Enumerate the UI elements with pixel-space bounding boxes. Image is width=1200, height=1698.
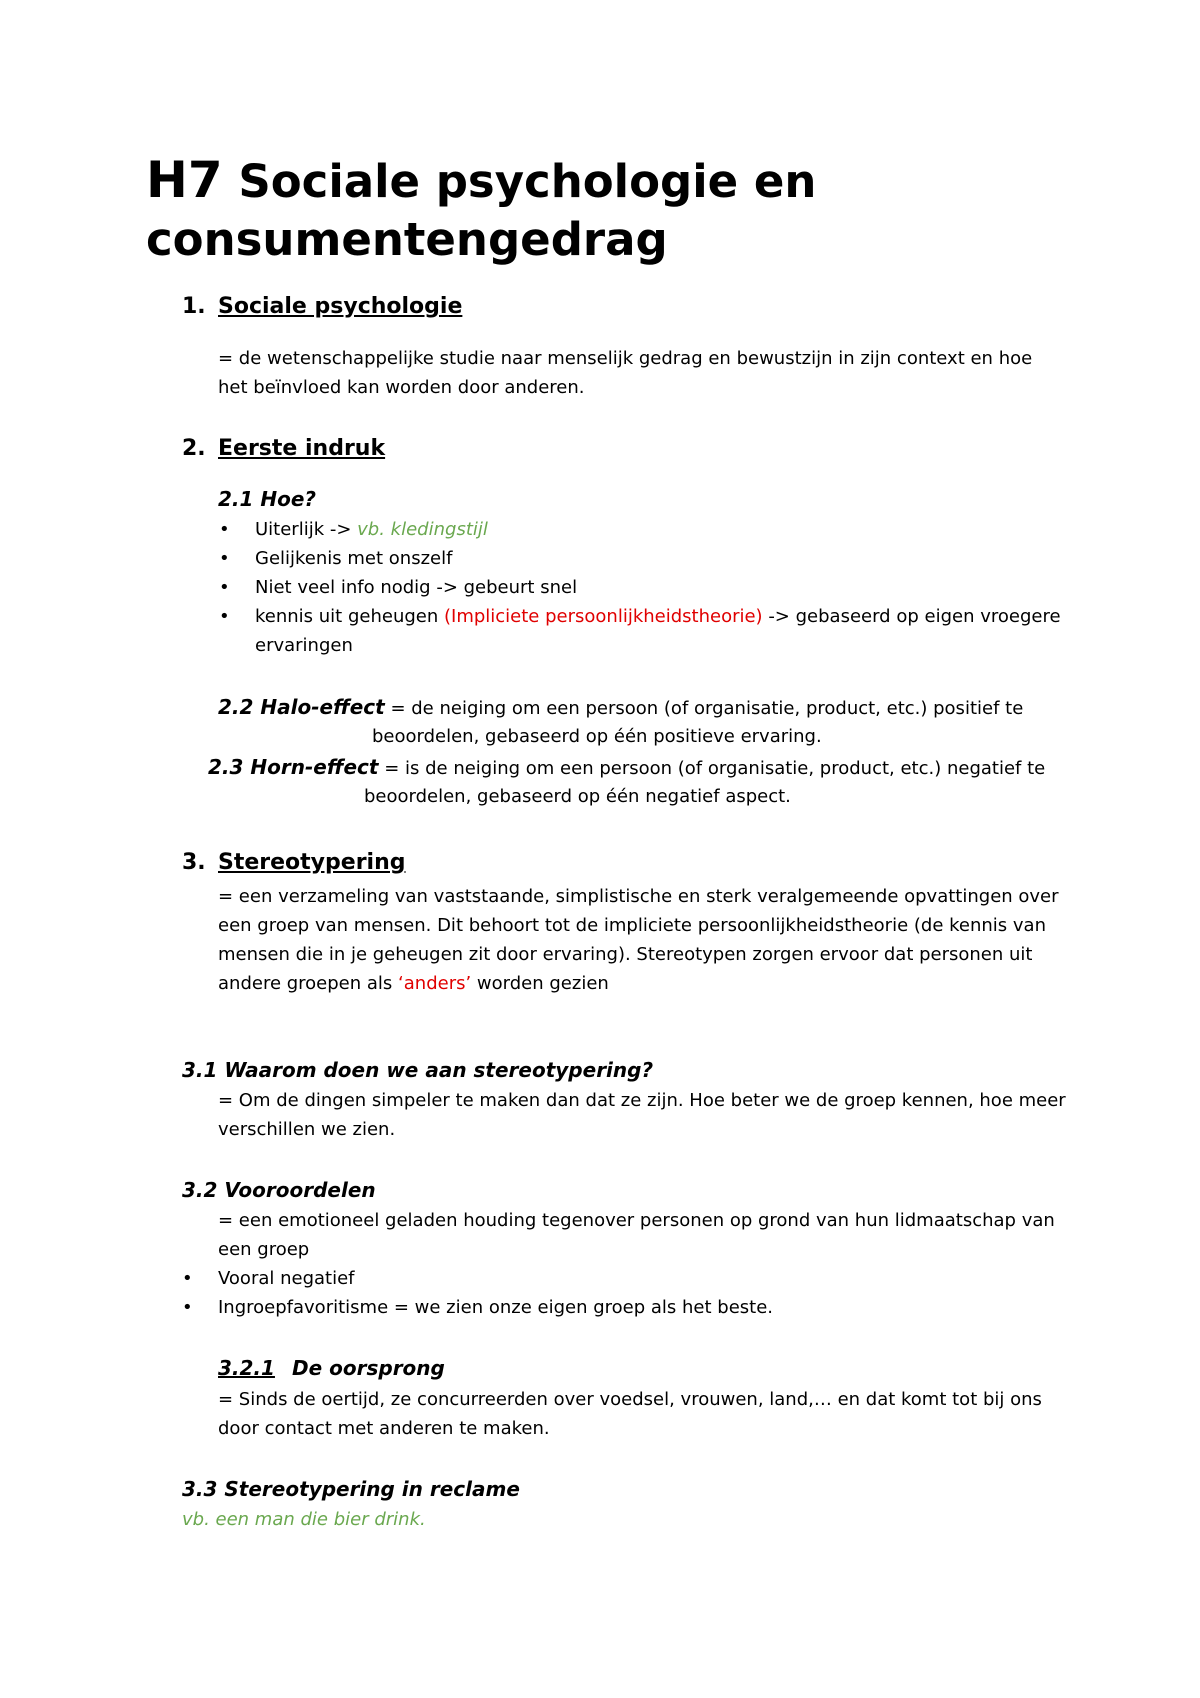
highlight-red-text: (Impliciete persoonlijkheidstheorie) bbox=[443, 606, 763, 627]
section-3-title: Stereotypering bbox=[218, 850, 406, 875]
subsection-3-1-heading: 3.1 Waarom doen we aan stereotypering? bbox=[182, 1058, 654, 1082]
bullet-item-info: • Niet veel info nodig -> gebeurt snel bbox=[255, 573, 577, 602]
halo-effect-label: 2.2 Halo-effect bbox=[218, 695, 385, 719]
section-3-text-line2: een groep van mensen. Dit behoort tot de impliciete persoonlijkheidstheorie (de kennis van bbox=[218, 915, 1046, 936]
bullet-item-gelijkenis: • Gelijkenis met onszelf bbox=[255, 544, 452, 573]
subsection-3-2-1-title: De oorsprong bbox=[292, 1356, 445, 1380]
section-3-text-line1: = een verzameling van vaststaande, simplistische en sterk veralgemeende opvattingen over bbox=[218, 886, 1059, 907]
subsection-3-1-line1: = Om de dingen simpeler te maken dan dat ze zijn. Hoe beter we de groep kennen, hoe meer bbox=[218, 1090, 1066, 1111]
bullet-text: Uiterlijk -> bbox=[255, 519, 358, 540]
subsection-3-3-example: vb. een man die bier drink. bbox=[182, 1509, 426, 1530]
bullet-item-uiterlijk bbox=[255, 515, 488, 544]
document-title-line1 bbox=[146, 150, 816, 212]
subsection-2-2-line2: beoordelen, gebaseerd op één positieve ervaring. bbox=[372, 726, 822, 747]
section-1-number: 1. bbox=[182, 294, 206, 319]
subsection-2-2-line1 bbox=[218, 693, 1023, 723]
subsection-2-3-line2: beoordelen, gebaseerd op één negatief aspect. bbox=[364, 786, 791, 807]
section-2-title: Eerste indruk bbox=[218, 436, 386, 461]
subsection-3-2-1-number: 3.2.1 bbox=[218, 1356, 275, 1380]
subsection-3-2-1-heading bbox=[218, 1354, 445, 1383]
section-3-text-line4 bbox=[218, 969, 609, 998]
subsection-3-2-1-line2: door contact met anderen te maken. bbox=[218, 1418, 550, 1439]
title-text-1: Sociale psychologie en bbox=[238, 155, 817, 208]
subsection-3-1-line2: verschillen we zien. bbox=[218, 1119, 396, 1140]
section-2-heading bbox=[182, 434, 385, 463]
highlight-red-text: ‘anders’ bbox=[398, 973, 472, 994]
bullet-item-ingroep: • Ingroepfavoritisme = we zien onze eigen groep als het beste. bbox=[218, 1293, 773, 1322]
section-1-text-line1: = de wetenschappelijke studie naar menselijk gedrag en bewustzijn in zijn context en hoe bbox=[218, 348, 1033, 369]
example-green-text: vb. kledingstijl bbox=[357, 519, 488, 540]
chapter-number: H7 bbox=[146, 151, 223, 209]
subsection-2-3-line1 bbox=[208, 753, 1045, 783]
section-3-text-post: worden gezien bbox=[471, 973, 609, 994]
section-3-heading bbox=[182, 848, 406, 877]
subsection-2-1-heading: 2.1 Hoe? bbox=[218, 487, 317, 511]
bullet-item-kennis bbox=[255, 602, 1061, 631]
section-3-number: 3. bbox=[182, 850, 206, 875]
subsection-3-2-heading: 3.2 Vooroordelen bbox=[182, 1178, 376, 1202]
subsection-3-2-1-line1: = Sinds de oertijd, ze concurreerden over voedsel, vrouwen, land,… en dat komt tot bij ons bbox=[218, 1389, 1042, 1410]
section-3-text: andere groepen als bbox=[218, 973, 399, 994]
horn-effect-text: = is de neiging om een persoon (of organisatie, product, etc.) negatief te bbox=[378, 758, 1046, 779]
bullet-text: kennis uit geheugen bbox=[255, 606, 444, 627]
bullet-item-kennis-cont: ervaringen bbox=[255, 635, 353, 656]
bullet-text-post: -> gebaseerd op eigen vroegere bbox=[762, 606, 1061, 627]
document-title-line2: consumentengedrag bbox=[146, 213, 668, 266]
subsection-3-2-line1: = een emotioneel geladen houding tegenover personen op grond van hun lidmaatschap van bbox=[218, 1210, 1055, 1231]
section-1-title: Sociale psychologie bbox=[218, 294, 463, 319]
section-1-text-line2: het beïnvloed kan worden door anderen. bbox=[218, 377, 585, 398]
halo-effect-text: = de neiging om een persoon (of organisatie, product, etc.) positief te bbox=[384, 698, 1024, 719]
bullet-item-negatief: • Vooral negatief bbox=[218, 1264, 355, 1293]
section-3-text-line3: mensen die in je geheugen zit door ervaring). Stereotypen zorgen ervoor dat personen uit bbox=[218, 944, 1033, 965]
section-2-number: 2. bbox=[182, 436, 206, 461]
section-1-heading bbox=[182, 292, 462, 321]
horn-effect-label: 2.3 Horn-effect bbox=[208, 755, 379, 779]
subsection-3-3-heading: 3.3 Stereotypering in reclame bbox=[182, 1477, 520, 1501]
subsection-3-2-line2: een groep bbox=[218, 1239, 310, 1260]
